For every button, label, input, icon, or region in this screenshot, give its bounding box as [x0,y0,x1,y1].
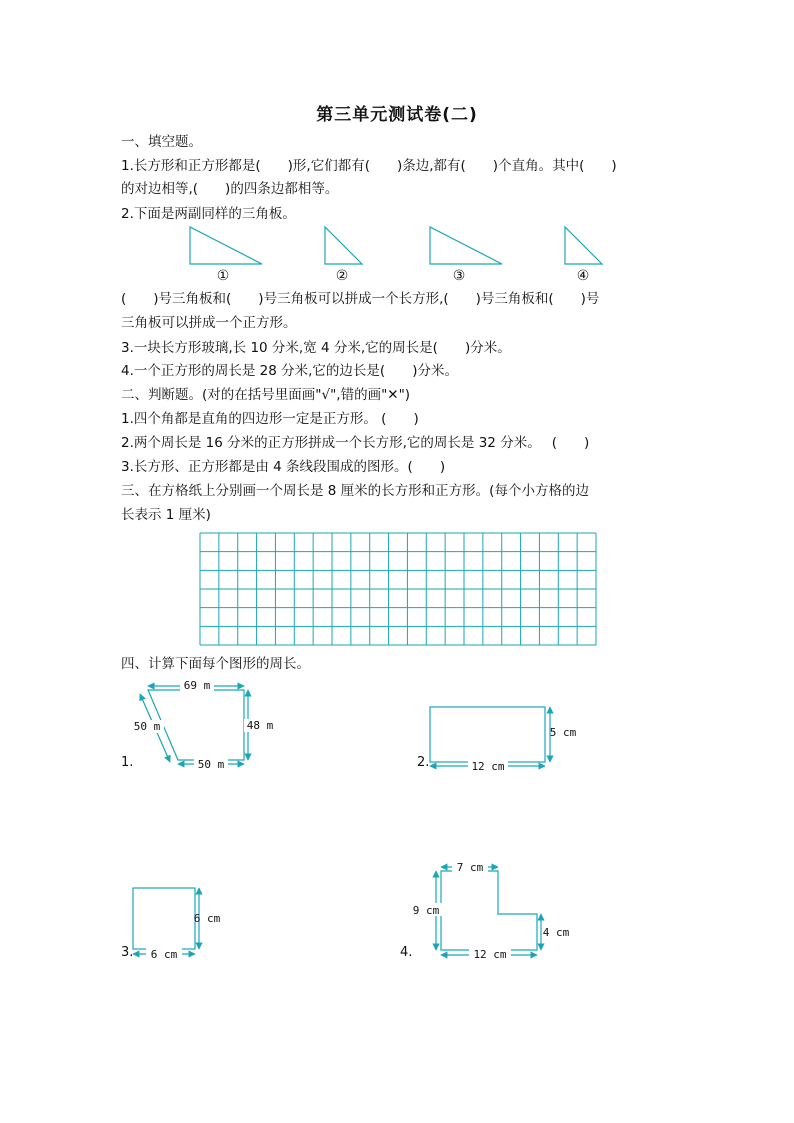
section3-heading-line1: 三、在方格纸上分别画一个周长是 8 厘米的长方形和正方形。(每个小方格的边 [121,483,589,499]
figure4-top-label: 7 cm [456,861,484,874]
figure2-rectangle [430,707,545,762]
figure2-length-label: 12 cm [471,760,505,773]
triangle-label-4: ④ [576,268,590,284]
q1-2-line1: 2.下面是两副同样的三角板。 [121,206,296,222]
triangle-label-2: ② [335,268,349,284]
q1-4: 4.一个正方形的周长是 28 分米,它的边长是( )分米。 [121,363,458,379]
figure1-bottom-label: 50 m [197,758,225,771]
figure4-right-label: 4 cm [542,926,570,939]
q2-2: 2.两个周长是 16 分米的正方形拼成一个长方形,它的周长是 32 分米。 ( ) [121,435,590,451]
q1-1-line1: 1.长方形和正方形都是( )形,它们都有( )条边,都有( )个直角。其中( ) [121,158,617,174]
figure4-l-shape [441,871,537,950]
figure4-left-label: 9 cm [412,904,440,917]
q1-1-line2: 的对边相等,( )的四条边都相等。 [121,181,339,197]
q1-3: 3.一块长方形玻璃,长 10 分米,宽 4 分米,它的周长是( )分米。 [121,340,511,356]
triangle-label-1: ① [216,268,230,284]
section3-heading-line2: 长表示 1 厘米) [121,507,211,523]
q2-1: 1.四个角都是直角的四边形一定是正方形。 ( ) [121,411,419,427]
section1-heading: 一、填空题。 [121,134,202,150]
page-title: 第三单元测试卷(二) [316,105,478,125]
figure2-number: 2. [417,755,430,770]
figure3-number: 3. [121,945,134,960]
figure3-bottom-label: 6 cm [150,948,178,961]
section2-heading: 二、判断题。(对的在括号里面画"√",错的画"✕") [121,387,411,403]
figure1-number: 1. [121,755,134,770]
figure4-number: 4. [400,945,413,960]
figure1-height-label: 48 m [246,719,274,732]
triangle-label-3: ③ [452,268,466,284]
figure2-width-label: 5 cm [549,726,577,739]
figure4-bottom-label: 12 cm [473,948,507,961]
figure3-side-label: 6 cm [193,912,221,925]
q1-2-line3: 三角板可以拼成一个正方形。 [121,315,297,331]
figure3-square [133,888,195,949]
section4-heading: 四、计算下面每个图形的周长。 [121,656,310,672]
figure1-slant-label: 50 m [133,720,161,733]
q2-3: 3.长方形、正方形都是由 4 条线段围成的图形。( ) [121,459,446,475]
q1-2-line2: ( )号三角板和( )号三角板可以拼成一个长方形,( )号三角板和( )号 [121,291,600,307]
figure1-top-label: 69 m [183,679,211,692]
